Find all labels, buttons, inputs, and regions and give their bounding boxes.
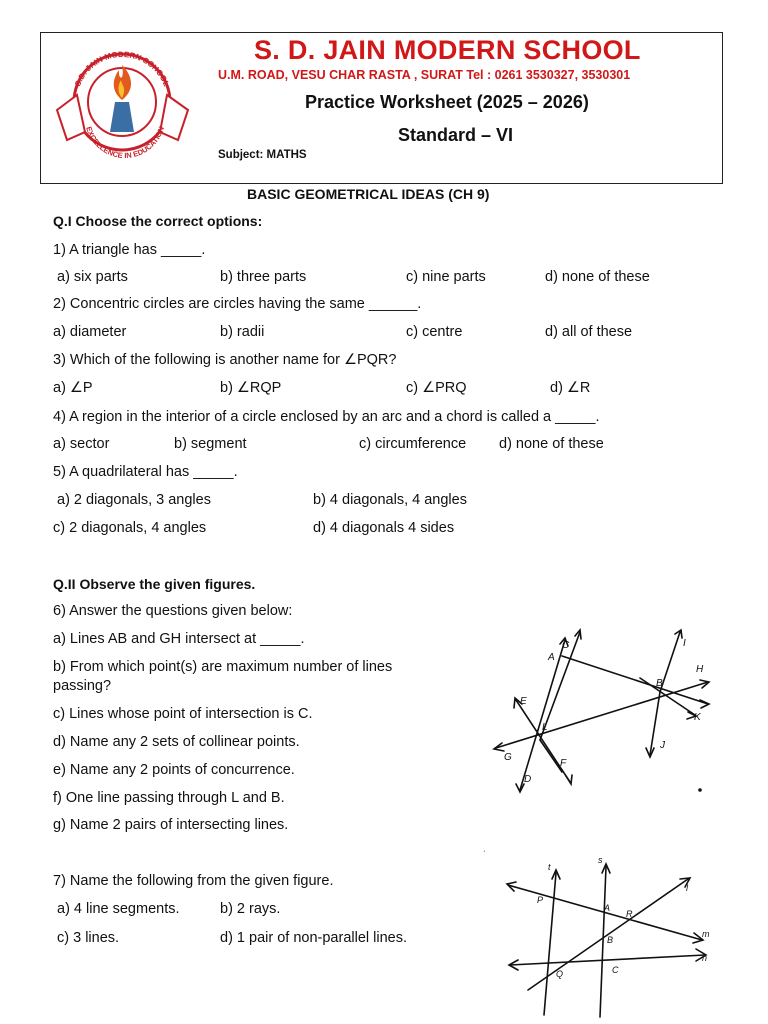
chapter-title: BASIC GEOMETRICAL IDEAS (CH 9) xyxy=(247,186,490,202)
fig2-label-p: P xyxy=(537,895,544,905)
q2-option-b: b) radii xyxy=(220,324,265,340)
fig1-label-e: E xyxy=(520,696,527,707)
question-3: 3) Which of the following is another name for ∠PQR? xyxy=(53,352,397,368)
fig1-label-c: C xyxy=(562,640,570,651)
q4-option-b: b) segment xyxy=(174,436,247,452)
q3-option-b: b) ∠RQP xyxy=(220,380,282,396)
fig2-label-q: Q xyxy=(556,969,564,979)
question-7: 7) Name the following from the given figure. xyxy=(53,873,334,889)
q6-part-e: e) Name any 2 points of concurrence. xyxy=(53,762,295,778)
q1-option-b: b) three parts xyxy=(220,269,307,285)
subject-label: Subject: MATHS xyxy=(218,149,307,161)
q6-part-c: c) Lines whose point of intersection is C. xyxy=(53,706,313,722)
q7-part-d: d) 1 pair of non-parallel lines. xyxy=(220,930,407,946)
q6-part-a: a) Lines AB and GH intersect at _____. xyxy=(53,631,305,647)
fig2-stray-mark: ˈ xyxy=(482,849,485,859)
section2-heading: Q.II Observe the given figures. xyxy=(53,576,256,592)
q5-option-c: c) 2 diagonals, 4 angles xyxy=(53,520,207,536)
fig2-label-n: n xyxy=(702,953,708,963)
q7-part-c: c) 3 lines. xyxy=(57,930,120,946)
fig1-label-l: L xyxy=(542,722,548,733)
fig1-label-i: I xyxy=(683,638,686,649)
q6-part-b: b) From which point(s) are maximum number of lines xyxy=(53,659,393,675)
fig1-label-j: J xyxy=(660,740,665,751)
fig2-label-t: t xyxy=(548,862,551,872)
figure-1-dot xyxy=(698,788,702,792)
fig2-label-a: A xyxy=(604,903,611,913)
fig1-label-d: D xyxy=(524,774,532,785)
q3-option-c: c) ∠PRQ xyxy=(406,380,467,396)
q2-option-d: d) all of these xyxy=(545,324,633,340)
fig2-label-c: C xyxy=(612,965,619,975)
fig2-label-b: B xyxy=(607,935,614,945)
q4-option-a: a) sector xyxy=(53,436,110,452)
q2-option-c: c) centre xyxy=(406,324,463,340)
q6-part-b-cont: passing? xyxy=(53,678,112,694)
q2-option-a: a) diameter xyxy=(53,324,127,340)
figure-2-parallel-lines xyxy=(480,845,720,1020)
q3-option-d: d) ∠R xyxy=(550,380,591,396)
q6-part-d: d) Name any 2 sets of collinear points. xyxy=(53,734,300,750)
q7-part-b: b) 2 rays. xyxy=(220,901,281,917)
question-5: 5) A quadrilateral has _____. xyxy=(53,464,238,480)
fig1-label-b: B xyxy=(656,678,663,689)
q6-part-g: g) Name 2 pairs of intersecting lines. xyxy=(53,817,289,833)
school-logo xyxy=(55,40,190,170)
question-6: 6) Answer the questions given below: xyxy=(53,603,293,619)
q5-option-a: a) 2 diagonals, 3 angles xyxy=(57,492,211,508)
q6-part-f: f) One line passing through L and B. xyxy=(53,790,285,806)
q3-option-a: a) ∠P xyxy=(53,380,93,396)
standard-label: Standard – VI xyxy=(398,125,514,145)
figure-1-intersecting-lines xyxy=(480,620,730,800)
fig1-label-g: G xyxy=(504,752,512,763)
school-name: S. D. JAIN MODERN SCHOOL xyxy=(254,35,641,65)
fig1-label-k: K xyxy=(694,712,701,723)
question-2: 2) Concentric circles are circles having the same ______. xyxy=(53,296,422,312)
q7-part-a: a) 4 line segments. xyxy=(57,901,180,917)
fig1-label-f: F xyxy=(560,758,567,769)
fig2-label-m: m xyxy=(702,929,710,939)
fig2-label-s: s xyxy=(598,855,603,865)
fig2-label-r: R xyxy=(626,909,633,919)
q5-option-d: d) 4 diagonals 4 sides xyxy=(313,520,455,536)
q1-option-a: a) six parts xyxy=(57,269,128,285)
question-1: 1) A triangle has _____. xyxy=(53,242,206,258)
q4-option-d: d) none of these xyxy=(499,436,604,452)
q4-option-c: c) circumference xyxy=(359,436,467,452)
fig2-label-l: l xyxy=(686,883,688,893)
school-address: U.M. ROAD, VESU CHAR RASTA , SURAT Tel : 0261 3530327, 3530301 xyxy=(218,68,631,82)
logo-bottom-text: EXCELLENCE IN EDUCATION xyxy=(84,125,166,161)
fig1-label-a: A xyxy=(548,652,555,663)
worksheet-title: Practice Worksheet (2025 – 2026) xyxy=(305,92,589,112)
question-4: 4) A region in the interior of a circle enclosed by an arc and a chord is called a _____. xyxy=(53,409,600,425)
q1-option-c: c) nine parts xyxy=(406,269,486,285)
logo-top-text: S.D. JAIN MODERN SCHOOL xyxy=(73,49,171,88)
q5-option-b: b) 4 diagonals, 4 angles xyxy=(313,492,467,508)
fig1-label-h: H xyxy=(696,664,704,675)
q1-option-d: d) none of these xyxy=(545,269,650,285)
section1-heading: Q.I Choose the correct options: xyxy=(53,213,263,229)
